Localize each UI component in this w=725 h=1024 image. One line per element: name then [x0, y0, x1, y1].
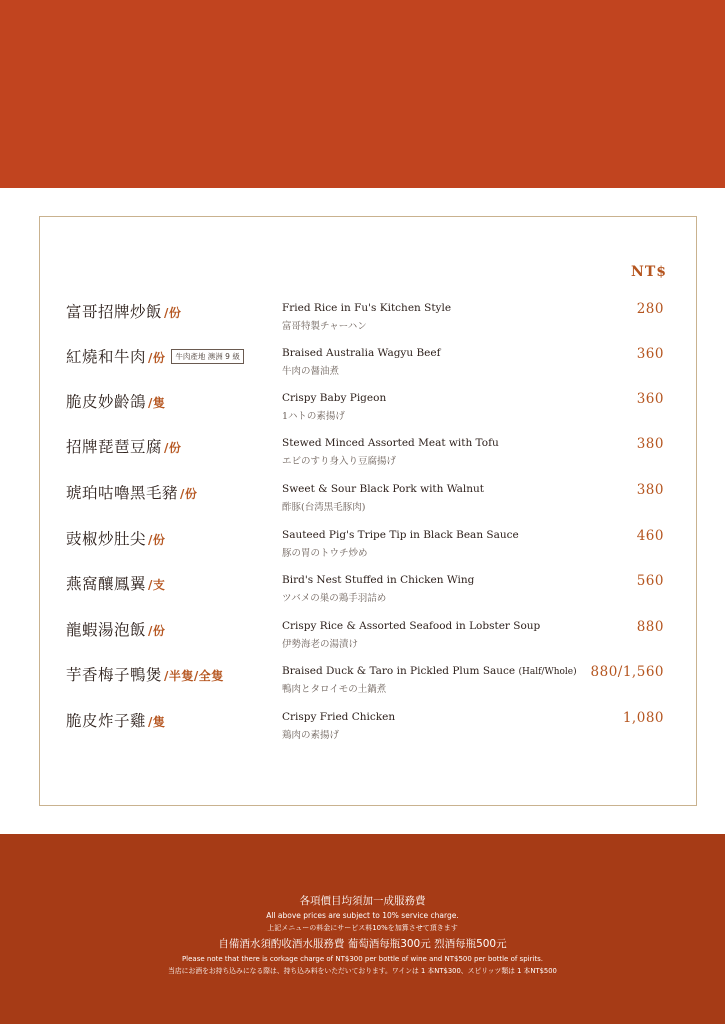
- dish-unit: /份: [148, 351, 166, 365]
- dish-name-zh: [66, 390, 165, 412]
- corkage-zh: 自備酒水須酌收酒水服務費 葡萄酒每瓶300元 烈酒每瓶500元: [218, 938, 507, 950]
- dish-price: 560: [636, 573, 664, 589]
- menu-item: [0, 390, 725, 430]
- menu-item: [0, 663, 725, 703]
- dish-name-zh: [66, 345, 244, 367]
- dish-price: 380: [636, 482, 664, 498]
- dish-name-zh-text: 脆皮炸子雞: [66, 712, 147, 730]
- dish-name-zh: [66, 709, 165, 731]
- dish-name-zh-text: 龍蝦湯泡飯: [66, 621, 147, 639]
- menu-item: [0, 345, 725, 385]
- dish-name-zh: [66, 300, 181, 322]
- footer-notes: [0, 893, 725, 977]
- dish-name-ja: 酢豚(台湾黒毛豚肉): [282, 502, 366, 513]
- dish-name-en-text: Braised Duck & Taro in Pickled Plum Sauce: [282, 665, 516, 677]
- dish-name-en: Crispy Rice & Assorted Seafood in Lobster Soup: [282, 620, 541, 632]
- dish-unit: /隻: [148, 715, 166, 729]
- dish-name-en: Crispy Baby Pigeon: [282, 392, 387, 404]
- dish-name-en: Stewed Minced Assorted Meat with Tofu: [282, 437, 499, 449]
- dish-price: 360: [636, 346, 664, 362]
- dish-name-zh: [66, 481, 197, 503]
- menu-item: [0, 709, 725, 749]
- dish-name-ja: ツバメの巣の鶏手羽詰め: [282, 593, 387, 604]
- dish-unit: /份: [148, 533, 166, 547]
- dish-unit: /份: [164, 306, 182, 320]
- dish-name-ja: 鴨肉とタロイモの土鍋煮: [282, 684, 387, 695]
- dish-name-ja: 富哥特製チャーハン: [282, 321, 367, 332]
- service-charge-ja: 上記メニューの料金にサービス料10%を加算させて頂きます: [267, 924, 458, 932]
- menu-item: [0, 527, 725, 567]
- dish-name-ja: 鶏肉の素揚げ: [282, 730, 340, 741]
- dish-name-zh-text: 燕窩釀鳳翼: [66, 575, 147, 593]
- dish-name-zh-text: 富哥招牌炒飯: [66, 303, 163, 321]
- dish-price: 1,080: [622, 710, 664, 726]
- menu-item: [0, 618, 725, 658]
- dish-unit: /半隻/全隻: [164, 669, 224, 683]
- dish-price: 460: [636, 528, 664, 544]
- menu-item: [0, 300, 725, 340]
- dish-name-zh-text: 脆皮妙齡鴿: [66, 393, 147, 411]
- half-whole-note: (Half/Whole): [518, 667, 577, 677]
- dish-name-en: Sauteed Pig's Tripe Tip in Black Bean Sauce: [282, 529, 519, 541]
- dish-price: 380: [636, 436, 664, 452]
- dish-name-zh-text: 芋香梅子鴨煲: [66, 666, 163, 684]
- dish-name-zh: [66, 572, 165, 594]
- dish-name-zh-text: 豉椒炒肚尖: [66, 530, 147, 548]
- dish-name-en: Bird's Nest Stuffed in Chicken Wing: [282, 574, 475, 586]
- service-charge-zh: 各項價目均須加一成服務費: [299, 895, 426, 907]
- dish-unit: /份: [180, 487, 198, 501]
- dish-name-en: Sweet & Sour Black Pork with Walnut: [282, 483, 484, 495]
- dish-name-zh: [66, 435, 181, 457]
- top-color-band: [0, 0, 725, 188]
- menu-item: [0, 481, 725, 521]
- dish-name-zh-text: 紅燒和牛肉: [66, 348, 147, 366]
- dish-price: 880: [636, 619, 664, 635]
- dish-name-en: [282, 665, 577, 677]
- dish-name-zh: [66, 663, 224, 685]
- dish-name-ja: エビのすり身入り豆腐揚げ: [282, 456, 397, 467]
- dish-unit: /份: [164, 441, 182, 455]
- dish-name-ja: 伊勢海老の湯漬け: [282, 639, 359, 650]
- dish-name-zh-text: 招牌琵琶豆腐: [66, 438, 163, 456]
- currency-header: NT$: [631, 264, 667, 280]
- dish-price: 360: [636, 391, 664, 407]
- dish-unit: /份: [148, 624, 166, 638]
- corkage-en: Please note that there is corkage charge of NT$300 per bottle of wine and NT$500 per bottle of spirits.: [181, 955, 544, 963]
- dish-unit: /支: [148, 578, 166, 592]
- dish-name-ja: 牛肉の醤油煮: [282, 366, 340, 377]
- dish-name-en: Braised Australia Wagyu Beef: [282, 347, 441, 359]
- dish-name-en: Fried Rice in Fu's Kitchen Style: [282, 302, 452, 314]
- origin-tag: 牛肉產地 澳洲 9 級: [171, 349, 243, 364]
- dish-name-en: Crispy Fried Chicken: [282, 711, 396, 723]
- dish-unit: /隻: [148, 396, 166, 410]
- service-charge-en: All above prices are subject to 10% service charge.: [266, 911, 459, 920]
- dish-price: 280: [636, 301, 664, 317]
- menu-item: [0, 572, 725, 612]
- dish-name-ja: 1ハトの素揚げ: [282, 411, 345, 422]
- dish-price: 880/1,560: [590, 664, 664, 680]
- dish-name-zh: [66, 618, 165, 640]
- menu-item: [0, 435, 725, 475]
- dish-name-zh-text: 琥珀咕嚕黑毛豬: [66, 484, 179, 502]
- dish-name-zh: [66, 527, 165, 549]
- dish-name-ja: 豚の胃のトウチ炒め: [282, 548, 368, 559]
- corkage-ja: 当店にお酒をお持ち込みになる際は、持ち込み料をいただいております。ワインは 1 本NT$300、スピリッツ類は 1 本NT$500: [168, 967, 557, 975]
